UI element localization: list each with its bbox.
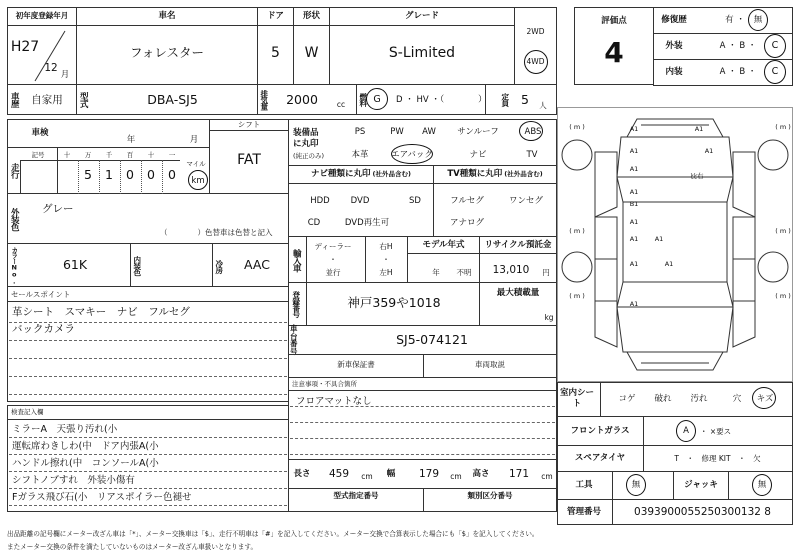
equip-1: PW (390, 126, 404, 137)
sales-line-1: バックカメラ (12, 323, 75, 336)
damage-label-6: B1 (629, 199, 639, 208)
repair-yes: 有 ・ (725, 14, 745, 25)
damage-label-1: A1 (694, 124, 704, 133)
shift-label: シフト (237, 119, 261, 129)
door-label: ドア (267, 10, 284, 21)
digit-unit-0: 十 (63, 150, 71, 159)
equip2-1: エアバック (391, 149, 433, 160)
repair-none: 無 (753, 14, 763, 25)
recycle-label: リサイクル預託金 (484, 239, 552, 250)
import-parallel: 並行 (325, 267, 341, 277)
import-dot1: ・ (329, 254, 337, 264)
cap-unit: 人 (539, 101, 547, 111)
drive-4wd: 4WD (526, 57, 545, 67)
front-left-door (595, 217, 617, 259)
model-year-year: 年 (432, 267, 440, 277)
interior-opt-2: 汚れ (690, 393, 708, 404)
navi-opt2-1: DVD再生可 (344, 217, 390, 228)
color-code-label: カラーNo. (10, 247, 19, 285)
length-cm: cm (361, 471, 373, 481)
digit-2: 1 (105, 166, 113, 182)
insp-line-0: ミラーA 天張り汚れ(小 (12, 424, 118, 436)
ext-c: C (771, 40, 779, 52)
digit-unit-2: 千 (105, 150, 113, 159)
ac: AAC (244, 256, 270, 272)
displacement: 2000 (286, 91, 318, 107)
front-left-fender (595, 152, 617, 217)
disp-label: 排気量 (259, 89, 269, 110)
interior-opt-3: 穴 (732, 393, 742, 404)
reg-label: 登録番号 (291, 291, 301, 317)
glass-a-circle (676, 420, 696, 442)
warranty-label: 新車保証書 (337, 359, 375, 369)
width: 179 (418, 467, 440, 480)
admin-value: 0393900055250300132 8 (634, 505, 771, 518)
interior-opt-1: 破れ (654, 393, 672, 404)
wheel-rl (562, 252, 592, 282)
damage-label-5: A1 (629, 187, 639, 196)
int-label: 内装 (665, 66, 683, 77)
equipment-sub: (純正のみ) (293, 151, 325, 160)
digit-4: 0 (147, 166, 155, 182)
navi-label: ナビ種類に丸印 (社外品含む) (311, 168, 411, 179)
name-label: 車名 (158, 10, 176, 21)
height-cm: cm (541, 471, 553, 481)
year-era: H27 (10, 39, 40, 55)
chassis-value: SJ5-074121 (396, 331, 468, 347)
footer-line-2: またメーター交換の条件を満たしていないものはメーター改ざん車扱いとなります。 (7, 543, 258, 552)
equipment-label: 装備品に丸印 (293, 128, 319, 149)
equip-2: AW (422, 126, 436, 137)
sales-label: セールスポイント (11, 289, 71, 299)
int-color-label: 内装色 (132, 256, 142, 276)
tools-label: 工具 (575, 479, 593, 490)
navi-opt-0: HDD (310, 195, 330, 206)
digit-5: 0 (168, 166, 176, 182)
length-label: 長さ (293, 468, 311, 479)
import-dot2: ・ (382, 254, 390, 264)
score-label: 評価点 (601, 15, 627, 26)
import-label: 輸入車 (291, 248, 302, 272)
drive-4wd-circle (524, 50, 548, 74)
score-value: 4 (604, 36, 624, 69)
wheel-fr (758, 140, 788, 170)
interior-kizu: キズ (756, 393, 774, 404)
mile-label: マイル (186, 159, 206, 168)
jack-none: 無 (757, 479, 767, 490)
model-label: 型式 (78, 92, 89, 107)
width-label: 幅 (386, 468, 396, 479)
color-value: グレー (42, 203, 74, 216)
damage-label-9: A1 (654, 234, 664, 243)
navi-opt2-0: CD (307, 217, 321, 228)
interior-label: 室内シート (560, 388, 595, 409)
grade: S-Limited (388, 45, 456, 61)
tire-mark-5: ( m ) (775, 291, 791, 300)
doors: 5 (271, 45, 280, 61)
type-num-label: 型式指定番号 (333, 490, 379, 500)
damage-label-11: A1 (664, 259, 674, 268)
inspection-month: 月 (189, 134, 199, 145)
trunk (617, 307, 733, 352)
glass-a: A (683, 425, 689, 436)
wheel-fl (562, 140, 592, 170)
insp-line-2: ハンドル擦れ(中 コンソールA(小 (12, 458, 159, 470)
rear-right-door (733, 259, 755, 301)
digit-unit-5: 一 (168, 150, 176, 159)
manual-label: 車両取説 (475, 359, 505, 369)
fuel-g: G (373, 94, 381, 106)
tv-opt-0: フルセグ (450, 195, 484, 206)
mileage-label: 走行 (9, 162, 20, 178)
width-cm: cm (450, 471, 462, 481)
month-unit: 月 (60, 69, 70, 80)
insp-line-1: 運転席わきしわ(中 ドア内張A(小 (12, 441, 159, 453)
import-left: 左H (379, 267, 393, 277)
load-kg: kg (544, 312, 554, 322)
km-label: km (191, 175, 205, 186)
shape: W (304, 45, 319, 61)
cc-unit: cc (336, 100, 346, 110)
kizu-circle (752, 387, 776, 409)
digit-1: 5 (84, 166, 92, 182)
color-note: （ ）色替車は色替と記入 (160, 227, 273, 237)
equip2-3: TV (526, 149, 538, 160)
digit-3: 0 (126, 166, 134, 182)
notes-line-0: フロアマットなし (296, 396, 372, 408)
rear-left-door (595, 259, 617, 301)
repair-none-circle (748, 9, 768, 31)
color-code: 61K (62, 256, 88, 272)
year-month: 12 (44, 61, 58, 74)
ext-c-circle (764, 34, 786, 58)
damage-label-2: A1 (629, 146, 639, 155)
height-label: 高さ (472, 468, 490, 479)
insp-line-3: シフトノブすれ 外装小傷有 (12, 475, 135, 487)
equip2-0: 本革 (351, 149, 369, 160)
chassis-label: 車台番号 (290, 324, 298, 356)
interior-opt-0: コゲ (618, 393, 636, 404)
jack-none-circle (752, 474, 772, 496)
tire-mark-0: ( m ) (569, 122, 585, 131)
ext-label: 外装 (665, 40, 683, 51)
int-c: C (771, 66, 779, 78)
model-year-unknown: 不明 (456, 267, 472, 277)
admin-label: 管理番号 (566, 506, 601, 517)
cap-label: 定員 (500, 93, 510, 106)
tv-label: TV種類に丸印 (社外品含む) (447, 168, 543, 179)
sales-line-0: 革シート スマキー ナビ フルセグ (12, 306, 190, 319)
spare-label: スペアタイヤ (574, 452, 626, 463)
wheel-rr (758, 252, 788, 282)
damage-label-3: A1 (704, 146, 714, 155)
load-label: 最大積載量 (496, 287, 540, 298)
spare-opts: T ・ 修理 KIT ・ 欠 (674, 453, 761, 463)
car-diagram (557, 107, 793, 382)
navi-opt-1: DVD (350, 195, 370, 206)
car-name: フォレスター (129, 44, 204, 60)
tire-mark-2: ( m ) (569, 226, 585, 235)
insp-line-4: Fガラス飛び石(小 リアスポイラー色褪せ (12, 492, 192, 504)
digit-unit-3: 百 (126, 150, 134, 159)
use: 自家用 (31, 93, 63, 106)
fuel-label: 燃料 (358, 93, 368, 106)
tire-mark-3: ( m ) (775, 226, 791, 235)
repair-label: 修復歴 (661, 14, 687, 25)
ext-grades: A ・ B ・ (719, 40, 757, 51)
damage-label-0: A1 (629, 124, 639, 133)
length: 459 (328, 467, 350, 480)
insp-notes-label: 検査記入欄 (11, 407, 44, 416)
damage-label-10: A1 (629, 259, 639, 268)
grade-label: グレード (404, 10, 439, 21)
tv-opt-1: ワンセグ (508, 195, 543, 206)
digit-0 (57, 168, 77, 182)
kigo-label: 記号 (31, 150, 45, 159)
rear-left-fender (595, 301, 617, 347)
recycle: 13,010 (492, 263, 530, 276)
digit-unit-1: 万 (84, 150, 92, 159)
int-grades: A ・ B ・ (719, 66, 757, 77)
km-circle (188, 170, 208, 190)
recycle-yen: 円 (542, 267, 550, 277)
import-right: 右H (379, 241, 393, 251)
fuel-rest: D ・ HV ・（ ） (396, 94, 487, 105)
rear-right-fender (733, 301, 755, 347)
equip-3: サンルーフ (457, 126, 499, 137)
fuel-g-circle (366, 88, 388, 110)
shape-label: 形状 (302, 10, 320, 21)
inspection-label: 車検 (31, 127, 49, 138)
damage-label-13: A1 (629, 299, 639, 308)
equip2-2: ナビ (469, 149, 487, 160)
equip-4: ABS (524, 126, 542, 137)
tv-opt2-0: アナログ (449, 217, 484, 228)
damage-label-8: A1 (629, 234, 639, 243)
footer-line-1: 出品距離の記号欄にメーター改ざん車は「*」、メーター交換車は「$」、走行不明車は「#」を記入してください。メーター交換で合算表示した場合にも「$」を記入してください。 (7, 530, 539, 539)
tools-none: 無 (631, 479, 641, 490)
use-label: 車歴 (9, 92, 20, 107)
ac-label: 冷房 (214, 259, 224, 273)
rear-bumper (627, 352, 723, 370)
year-slash (7, 25, 77, 85)
reg-value: 神戸359や1018 (347, 294, 441, 310)
glass-label: フロントガラス (570, 425, 630, 436)
model: DBA-SJ5 (147, 91, 198, 107)
navi-opt-2: SD (409, 195, 421, 206)
class-num-label: 類別区分番号 (467, 490, 513, 500)
damage-label-12: ﾋﾋ右 (690, 171, 704, 180)
capacity: 5 (521, 91, 529, 107)
glass-rest: ・ ×要ス (700, 426, 732, 436)
int-c-circle (764, 60, 786, 84)
year-label: 初年度登録年月 (15, 11, 69, 21)
notes-label: 注意事項・不具合箇所 (292, 379, 357, 388)
digit-unit-4: 十 (147, 150, 155, 159)
front-right-fender (733, 152, 755, 217)
model-year-label: モデル年式 (422, 239, 465, 250)
tools-none-circle (626, 474, 646, 496)
equip-0: PS (354, 126, 366, 137)
damage-label-7: A1 (629, 217, 639, 226)
jack-label: ジャッキ (684, 479, 718, 490)
drive-2wd: 2WD (526, 27, 545, 37)
color-label: 外装色 (9, 207, 20, 231)
shift: FAT (237, 152, 261, 168)
front-right-door (733, 217, 755, 259)
height: 171 (508, 467, 530, 480)
sales-cell (7, 286, 289, 402)
inspection-year: 年 (126, 134, 136, 145)
damage-label-4: A1 (629, 164, 639, 173)
import-dealer: ディーラー (314, 241, 352, 251)
tire-mark-4: ( m ) (569, 291, 585, 300)
tire-mark-1: ( m ) (775, 122, 791, 131)
